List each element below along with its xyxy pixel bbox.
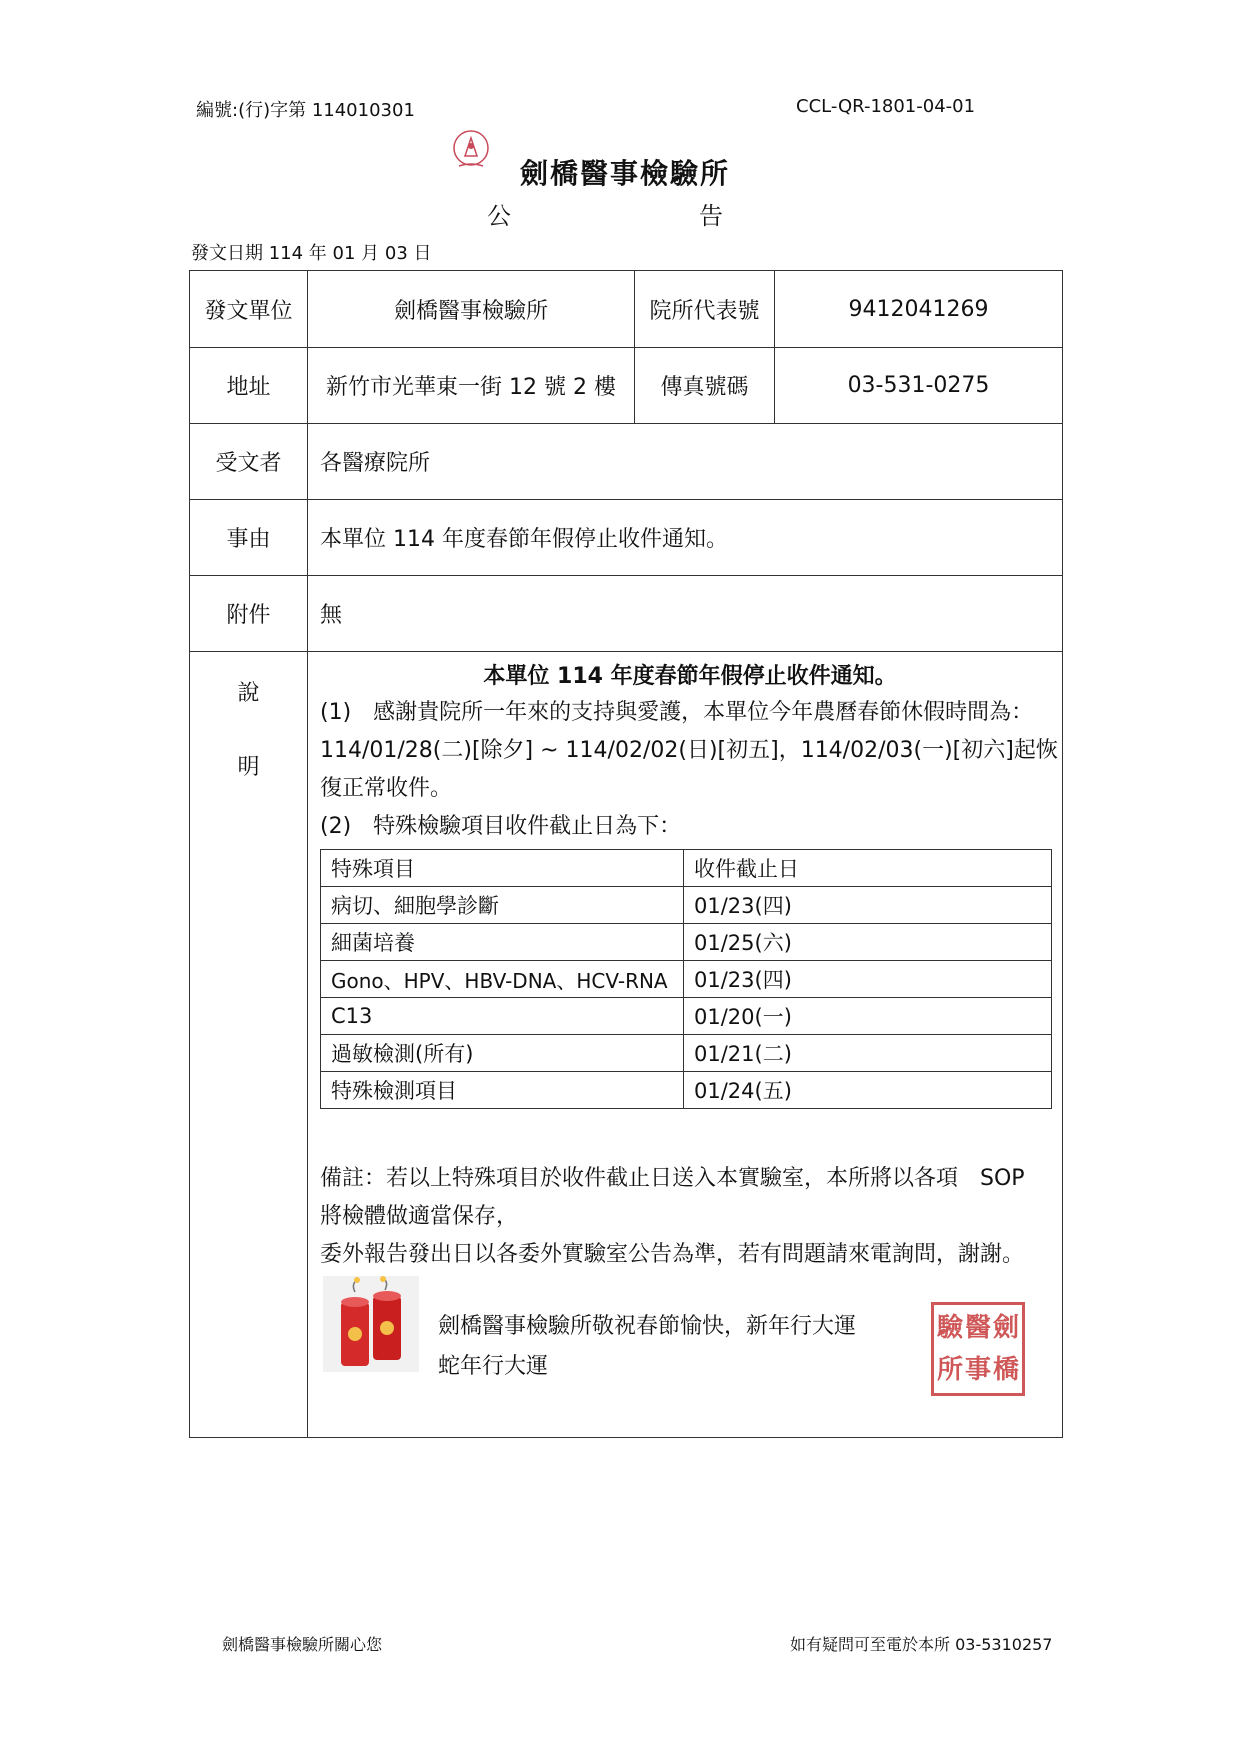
item-cell: Gono、HPV、HBV-DNA、HCV-RNA — [321, 961, 684, 998]
firecracker-icon — [323, 1276, 419, 1372]
note-line-2: 將檢體做適當保存， — [320, 1204, 519, 1229]
note-line-3: 委外報告發出日以各委外實驗室公告為準，若有問題請來電詢問，謝謝。 — [320, 1242, 1025, 1267]
subject-label: 事由 — [226, 526, 271, 552]
table-row — [321, 1035, 1052, 1072]
deadline-cell: 01/25(六) — [684, 924, 1052, 961]
deadline-cell: 01/20(一) — [684, 998, 1052, 1035]
recipient-value: 各醫療院所 — [320, 450, 431, 476]
notice-char-2: 告 — [699, 202, 723, 230]
deadline-cell: 01/21(二) — [684, 1035, 1052, 1072]
deadline-cell: 01/23(四) — [684, 887, 1052, 924]
footer-right: 如有疑問可至電於本所 03-5310257 — [790, 1635, 1053, 1654]
notice-char-1: 公 — [487, 202, 511, 230]
fax-label: 傳真號碼 — [660, 374, 749, 400]
seal-char: 橋 — [992, 1355, 1019, 1385]
paragraph-1-line-2: 114/01/28(二)[除夕] ~ 114/02/02(日)[初五]，114/02/03(一)[初六]起恢 — [320, 738, 1058, 763]
attachment-label: 附件 — [226, 602, 271, 628]
item-cell: 細菌培養 — [321, 924, 684, 961]
deadline-cell: 01/24(五) — [684, 1072, 1052, 1109]
paragraph-1-line-3: 復正常收件。 — [320, 776, 453, 801]
header-cell-deadline: 收件截止日 — [684, 850, 1052, 887]
table-row — [321, 998, 1052, 1035]
code-value: 9412041269 — [848, 296, 989, 322]
issue-date: 發文日期 114 年 01 月 03 日 — [191, 243, 432, 264]
table-header-row — [321, 850, 1052, 887]
item-cell: 過敏檢測(所有) — [321, 1035, 684, 1072]
item-cell: 病切、細胞學診斷 — [321, 887, 684, 924]
seal-char: 醫 — [964, 1313, 991, 1343]
item-cell: C13 — [321, 998, 684, 1035]
official-seal-icon — [931, 1302, 1025, 1396]
paragraph-2: (2) 特殊檢驗項目收件截止日為下： — [320, 814, 682, 839]
subject-value: 本單位 114 年度春節年假停止收件通知。 — [320, 526, 728, 552]
description-label-1: 說 — [237, 680, 260, 706]
greeting-line-2: 蛇年行大運 — [438, 1354, 549, 1379]
seal-char: 所 — [936, 1355, 963, 1385]
attachment-value: 無 — [320, 602, 343, 628]
address-value: 新竹市光華東一街 12 號 2 樓 — [326, 374, 616, 400]
form-code: CCL-QR-1801-04-01 — [796, 96, 976, 117]
item-cell: 特殊檢測項目 — [321, 1072, 684, 1109]
paragraph-1-line-1: (1) 感謝貴院所一年來的支持與愛護，本單位今年農曆春節休假時間為： — [320, 700, 1034, 725]
table-row — [321, 961, 1052, 998]
deadline-cell: 01/23(四) — [684, 961, 1052, 998]
header-cell-item: 特殊項目 — [321, 850, 684, 887]
org-title: 劍橋醫事檢驗所 — [520, 157, 731, 190]
issuer-value: 劍橋醫事檢驗所 — [393, 298, 548, 324]
table-row — [321, 924, 1052, 961]
code-label: 院所代表號 — [649, 298, 760, 324]
footer-left: 劍橋醫事檢驗所關心您 — [222, 1635, 383, 1654]
address-label: 地址 — [226, 374, 271, 400]
note-line-1: 備註：若以上特殊項目於收件截止日送入本實驗室，本所將以各項 SOP — [320, 1166, 1025, 1191]
seal-char: 驗 — [936, 1313, 963, 1343]
issuer-label: 發文單位 — [204, 298, 293, 324]
seal-char: 劍 — [992, 1313, 1019, 1343]
org-logo-icon — [449, 128, 493, 172]
special-items-table — [320, 849, 1052, 1109]
description-label-2: 明 — [237, 754, 260, 780]
greeting-line-1: 劍橋醫事檢驗所敬祝春節愉快，新年行大運 — [438, 1314, 857, 1339]
seal-char: 事 — [964, 1355, 991, 1385]
fax-value: 03-531-0275 — [847, 372, 990, 398]
table-row — [321, 887, 1052, 924]
table-row — [321, 1072, 1052, 1109]
description-heading: 本單位 114 年度春節年假停止收件通知。 — [483, 664, 897, 689]
document-number: 編號:(行)字第 114010301 — [196, 100, 415, 121]
recipient-label: 受文者 — [215, 450, 282, 476]
